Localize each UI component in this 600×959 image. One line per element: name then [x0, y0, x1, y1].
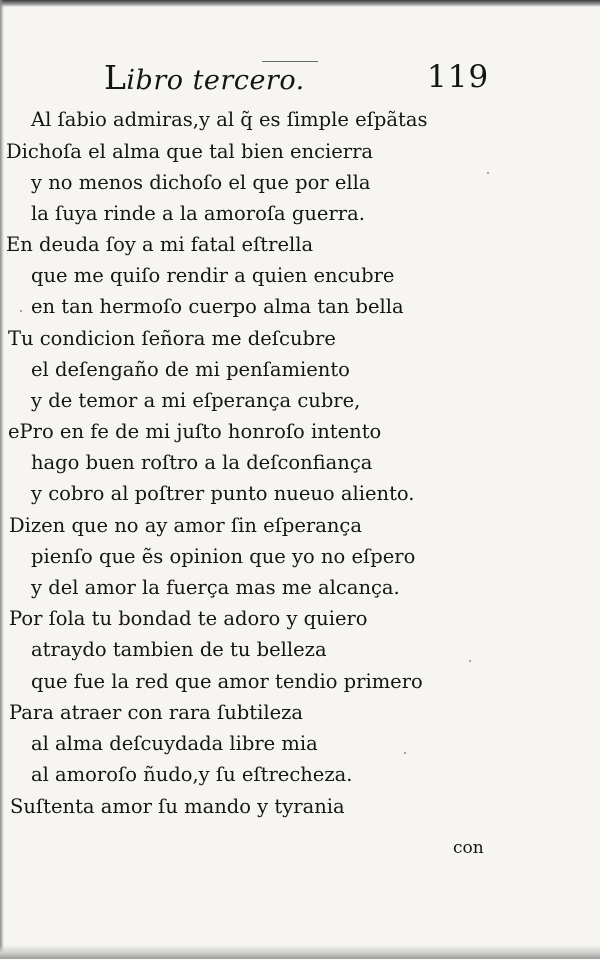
verse-line: al amoroſo ñudo,y ſu eſtrecheza. [31, 763, 353, 786]
page-bottom-shadow [0, 945, 600, 959]
verse-line: que me quiſo rendir a quien encubre [31, 264, 395, 287]
verse-line: ePro en fe de mi juſto honroſo intento [8, 420, 382, 443]
running-head-text: ibro tercero. [126, 65, 305, 96]
verse-line: hago buen roſtro a la deſconfiança [31, 451, 373, 474]
verse-line: pienſo que ẽs opinion que yo no eſpero [31, 545, 416, 568]
verse-line: Dizen que no ay amor ſin eſperança [9, 514, 362, 537]
ink-speck [487, 172, 489, 174]
ink-speck [20, 310, 22, 312]
verse-line: y no menos dichoſo el que por ella [31, 171, 371, 194]
page-left-shadow [0, 0, 4, 959]
verse-line: al alma deſcuydada libre mia [31, 732, 318, 755]
verse-line: Por ſola tu bondad te adoro y quiero [9, 607, 368, 630]
ink-speck [469, 660, 471, 662]
verse-line: el deſengaño de mi penſamiento [31, 358, 350, 381]
verse-line: Al ſabio admiras,y al q̃ es ſimple eſpãtas [31, 108, 428, 131]
verse-line: y de temor a mi eſperança cubre, [31, 389, 361, 412]
verse-line: En deuda ſoy a mi fatal eſtrella [6, 233, 314, 256]
verse-line: en tan hermoſo cuerpo alma tan bella [31, 295, 404, 318]
verse-line: Tu condicion ſeñora me deſcubre [8, 327, 336, 350]
catchword: con [453, 838, 484, 858]
running-head [104, 58, 305, 97]
verse-line: que fue la red que amor tendio primero [31, 670, 423, 693]
verse-line: Para atraer con rara ſubtileza [9, 701, 304, 724]
page-top-shadow [0, 0, 600, 7]
verse-line: Suſtenta amor ſu mando y tyrania [10, 795, 345, 818]
verse-line: atraydo tambien de tu belleza [31, 638, 327, 661]
verse-line: y del amor la fuerça mas me alcança. [31, 576, 400, 599]
verse-line: y cobro al poſtrer punto nueuo aliento. [31, 482, 415, 505]
verse-line: Dichoſa el alma que tal bien encierra [6, 140, 374, 163]
running-head-initial: L [104, 58, 127, 97]
ink-speck [404, 752, 406, 754]
verse-line: la ſuya rinde a la amoroſa guerra. [31, 202, 365, 225]
page-number: 119 [427, 59, 490, 95]
